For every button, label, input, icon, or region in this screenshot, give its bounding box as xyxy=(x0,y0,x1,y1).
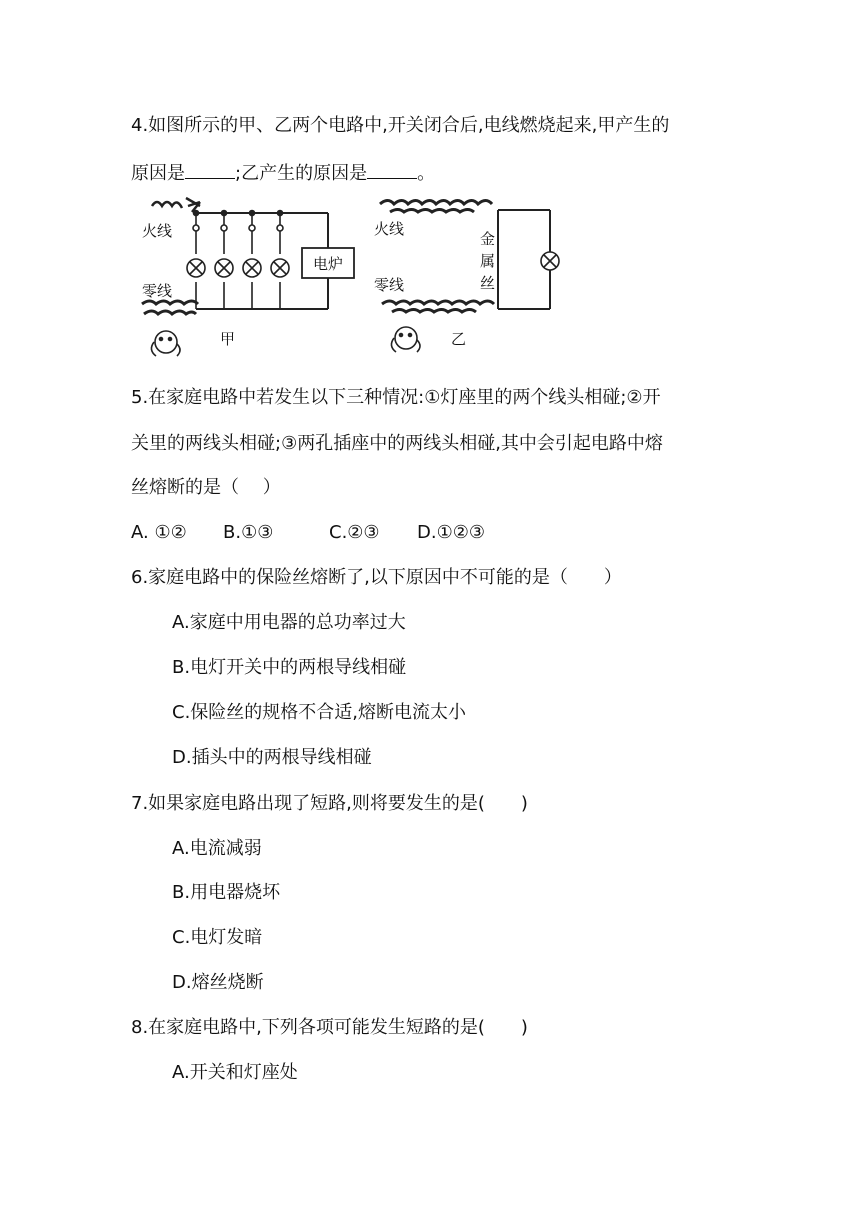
q4-stem-line1: 4.如图所示的甲、乙两个电路中,开关闭合后,电线燃烧起来,甲产生的 xyxy=(131,115,670,136)
q4-blank-1 xyxy=(185,160,235,179)
q5-option-d[interactable]: D.①②③ xyxy=(417,522,485,543)
q5-option-b[interactable]: B.①③ xyxy=(223,522,274,543)
live-label-yi: 火线 xyxy=(374,220,405,238)
live-label-jia: 火线 xyxy=(142,222,173,240)
q5-option-a[interactable]: A. ①② xyxy=(131,522,187,543)
q4-blank-2 xyxy=(367,160,417,179)
lamp-icons-jia xyxy=(187,259,289,277)
q8-option-a[interactable]: A.开关和灯座处 xyxy=(172,1062,298,1083)
person-icon-jia xyxy=(151,331,180,356)
caption-jia: 甲 xyxy=(220,330,236,348)
q6-stem: 6.家庭电路中的保险丝熔断了,以下原因中不可能的是（ ） xyxy=(131,567,622,588)
q5-options xyxy=(131,521,485,545)
q6-option-c[interactable]: C.保险丝的规格不合适,熔断电流太小 xyxy=(172,702,467,723)
q4-text-a: 原因是 xyxy=(131,163,185,184)
q8-stem: 8.在家庭电路中,下列各项可能发生短路的是( ) xyxy=(131,1017,528,1038)
neutral-label-yi: 零线 xyxy=(374,276,405,294)
q5-option-c[interactable]: C.②③ xyxy=(329,522,380,543)
lamp-icon-yi xyxy=(541,252,559,270)
q4-circuit-figure xyxy=(130,192,570,364)
q4-stem-line2 xyxy=(131,160,435,186)
q5-stem-line2: 关里的两线头相碰;③两孔插座中的两线头相碰,其中会引起电路中熔 xyxy=(131,433,663,454)
q4-text-b: ;乙产生的原因是 xyxy=(235,163,368,184)
neutral-label-jia: 零线 xyxy=(142,282,173,300)
q6-option-d[interactable]: D.插头中的两根导线相碰 xyxy=(172,747,372,768)
lamp-branches-jia xyxy=(193,211,283,310)
caption-yi: 乙 xyxy=(451,330,467,348)
person-icon-yi xyxy=(391,327,420,352)
q7-option-c[interactable]: C.电灯发暗 xyxy=(172,927,263,948)
circuit-jia xyxy=(142,198,354,356)
q7-option-b[interactable]: B.用电器烧坏 xyxy=(172,882,281,903)
flame-jia-bottom xyxy=(142,301,198,314)
q6-option-b[interactable]: B.电灯开关中的两根导线相碰 xyxy=(172,657,407,678)
flame-yi-bottom xyxy=(382,301,494,312)
q5-stem-line1: 5.在家庭电路中若发生以下三种情况:①灯座里的两个线头相碰;②开 xyxy=(131,387,661,408)
flame-jia-top xyxy=(152,198,200,212)
metal-wire-label: 金 属 丝 xyxy=(480,230,496,292)
stove-label: 电炉 xyxy=(312,255,344,273)
q7-option-a[interactable]: A.电流减弱 xyxy=(172,838,262,859)
q7-option-d[interactable]: D.熔丝烧断 xyxy=(172,972,264,993)
circuit-yi xyxy=(374,201,559,353)
flame-yi-top xyxy=(380,201,492,213)
q7-stem: 7.如果家庭电路出现了短路,则将要发生的是( ) xyxy=(131,793,528,814)
q5-stem-line3: 丝熔断的是（ ） xyxy=(131,477,281,498)
q4-text-c: 。 xyxy=(417,163,436,184)
q6-option-a[interactable]: A.家庭中用电器的总功率过大 xyxy=(172,612,406,633)
